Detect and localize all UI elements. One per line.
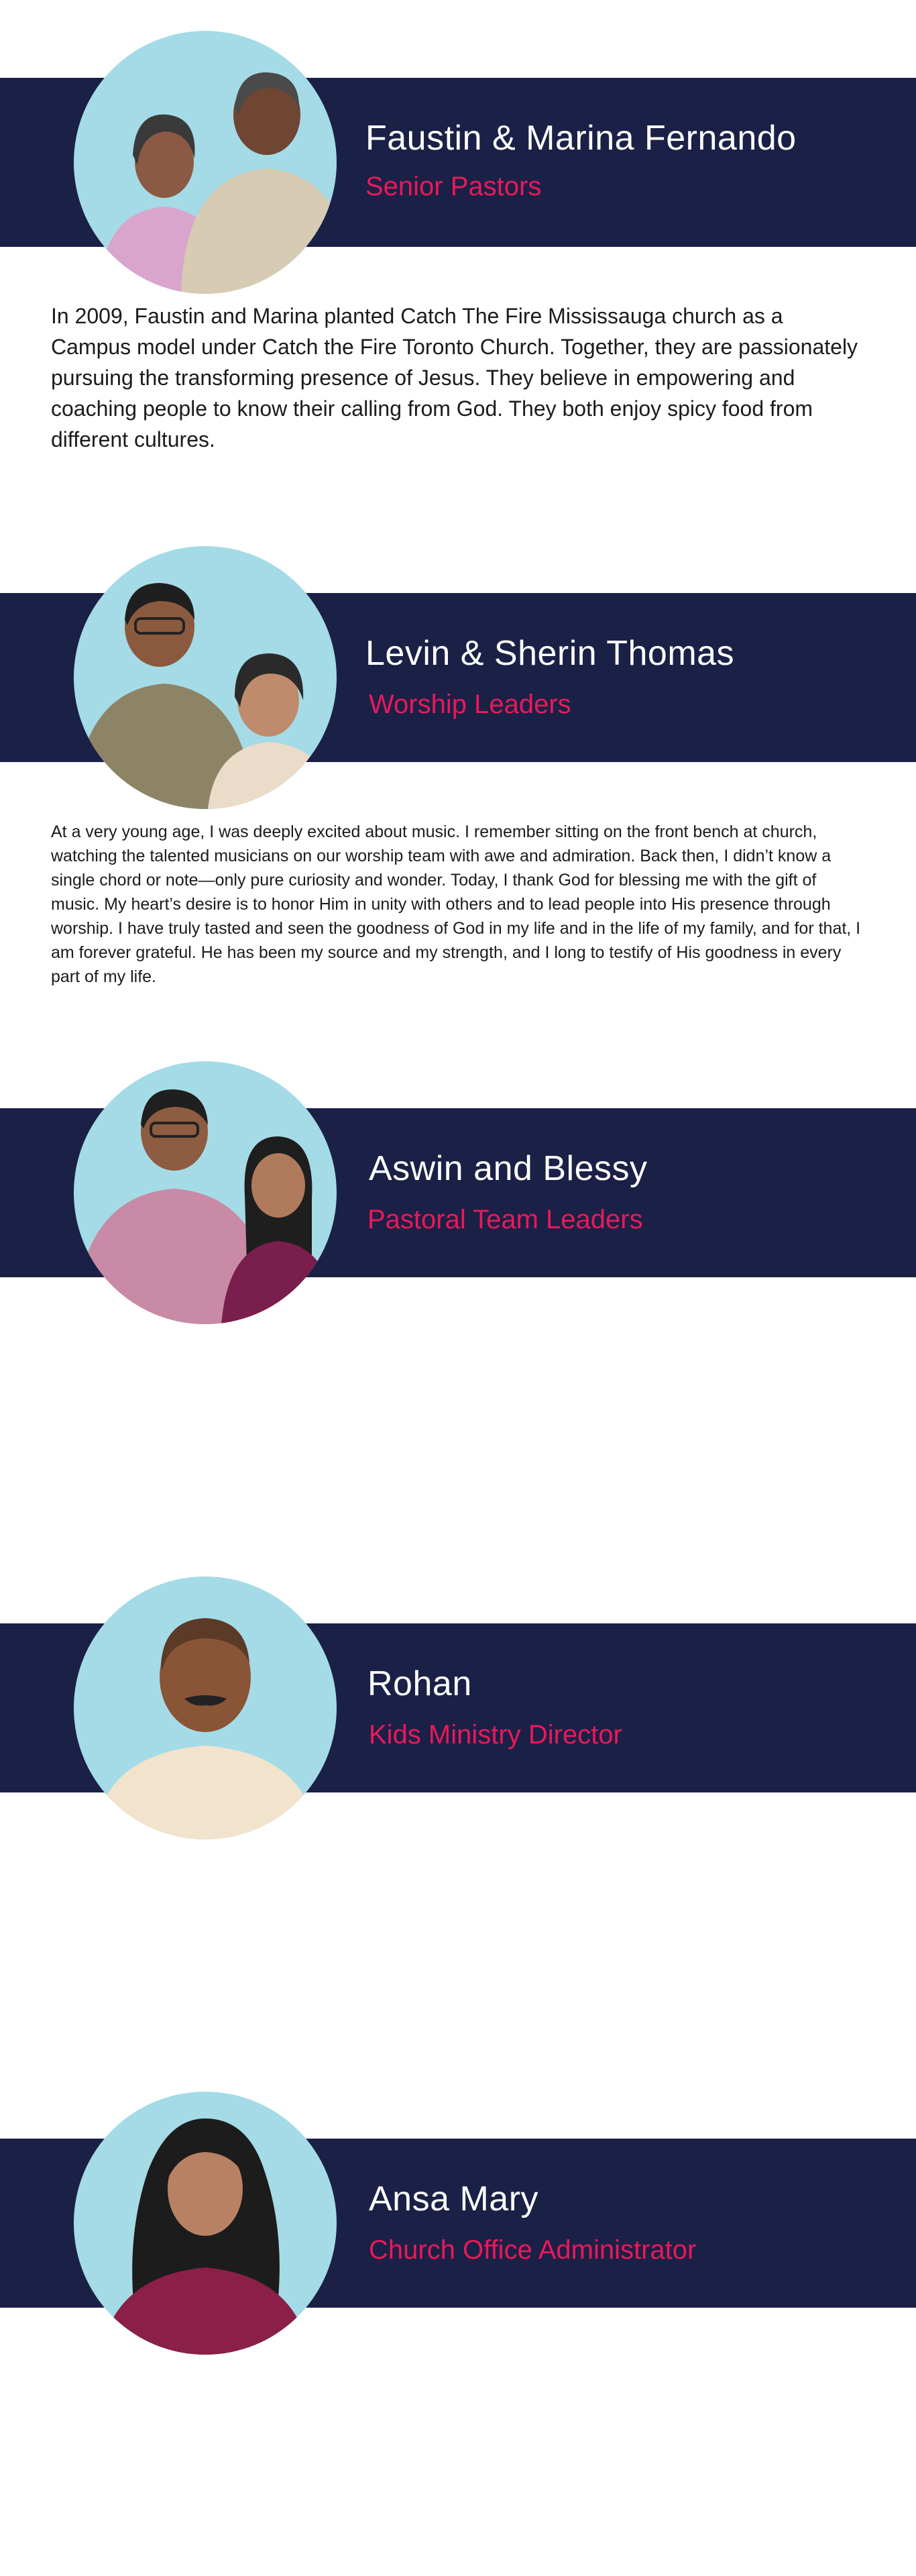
member-name: Aswin and Blessy [369, 1149, 648, 1188]
member-photo [74, 2092, 337, 2355]
member-role: Worship Leaders [369, 690, 571, 719]
member-name: Rohan [367, 1664, 472, 1703]
member-bio: At a very young age, I was deeply excited about music. I remember sitting on the front bench at church, watching the talented musicians on our worship team with awe and admiration. Back then, I didn’t know a single chord or note—only pure curiosity and wonder. Today, I thank God for blessing me with the gift of music. My heart’s desire is to honor Him in unity with others and to lead people into His presence through worship. I have truly tasted and seen the goodness of God in my life and in the life of my family, and for that, I am forever grateful. He has been my source and my strength, and I long to testify of His goodness in every part of my life. [51, 822, 861, 986]
member-photo [74, 31, 337, 294]
member-role: Senior Pastors [365, 172, 542, 201]
member-role: Church Office Administrator [369, 2235, 697, 2265]
member-role: Pastoral Team Leaders [367, 1205, 643, 1234]
member-name: Levin & Sherin Thomas [365, 634, 735, 673]
member-photo [74, 1576, 337, 1839]
member-name: Faustin & Marina Fernando [365, 119, 797, 158]
member-role: Kids Ministry Director [369, 1720, 622, 1750]
member-name: Ansa Mary [369, 2180, 539, 2218]
member-bio: In 2009, Faustin and Marina planted Catch The Fire Mississauga church as a Campus model under Catch the Fire Toronto Church. Together, they are passionately pursuing the transforming presence of Jesus. They believe in empowering and coaching people to know their calling from God. They both enjoy spicy food from different cultures. [51, 304, 858, 451]
member-photo [74, 1061, 337, 1324]
member-photo [74, 546, 337, 809]
